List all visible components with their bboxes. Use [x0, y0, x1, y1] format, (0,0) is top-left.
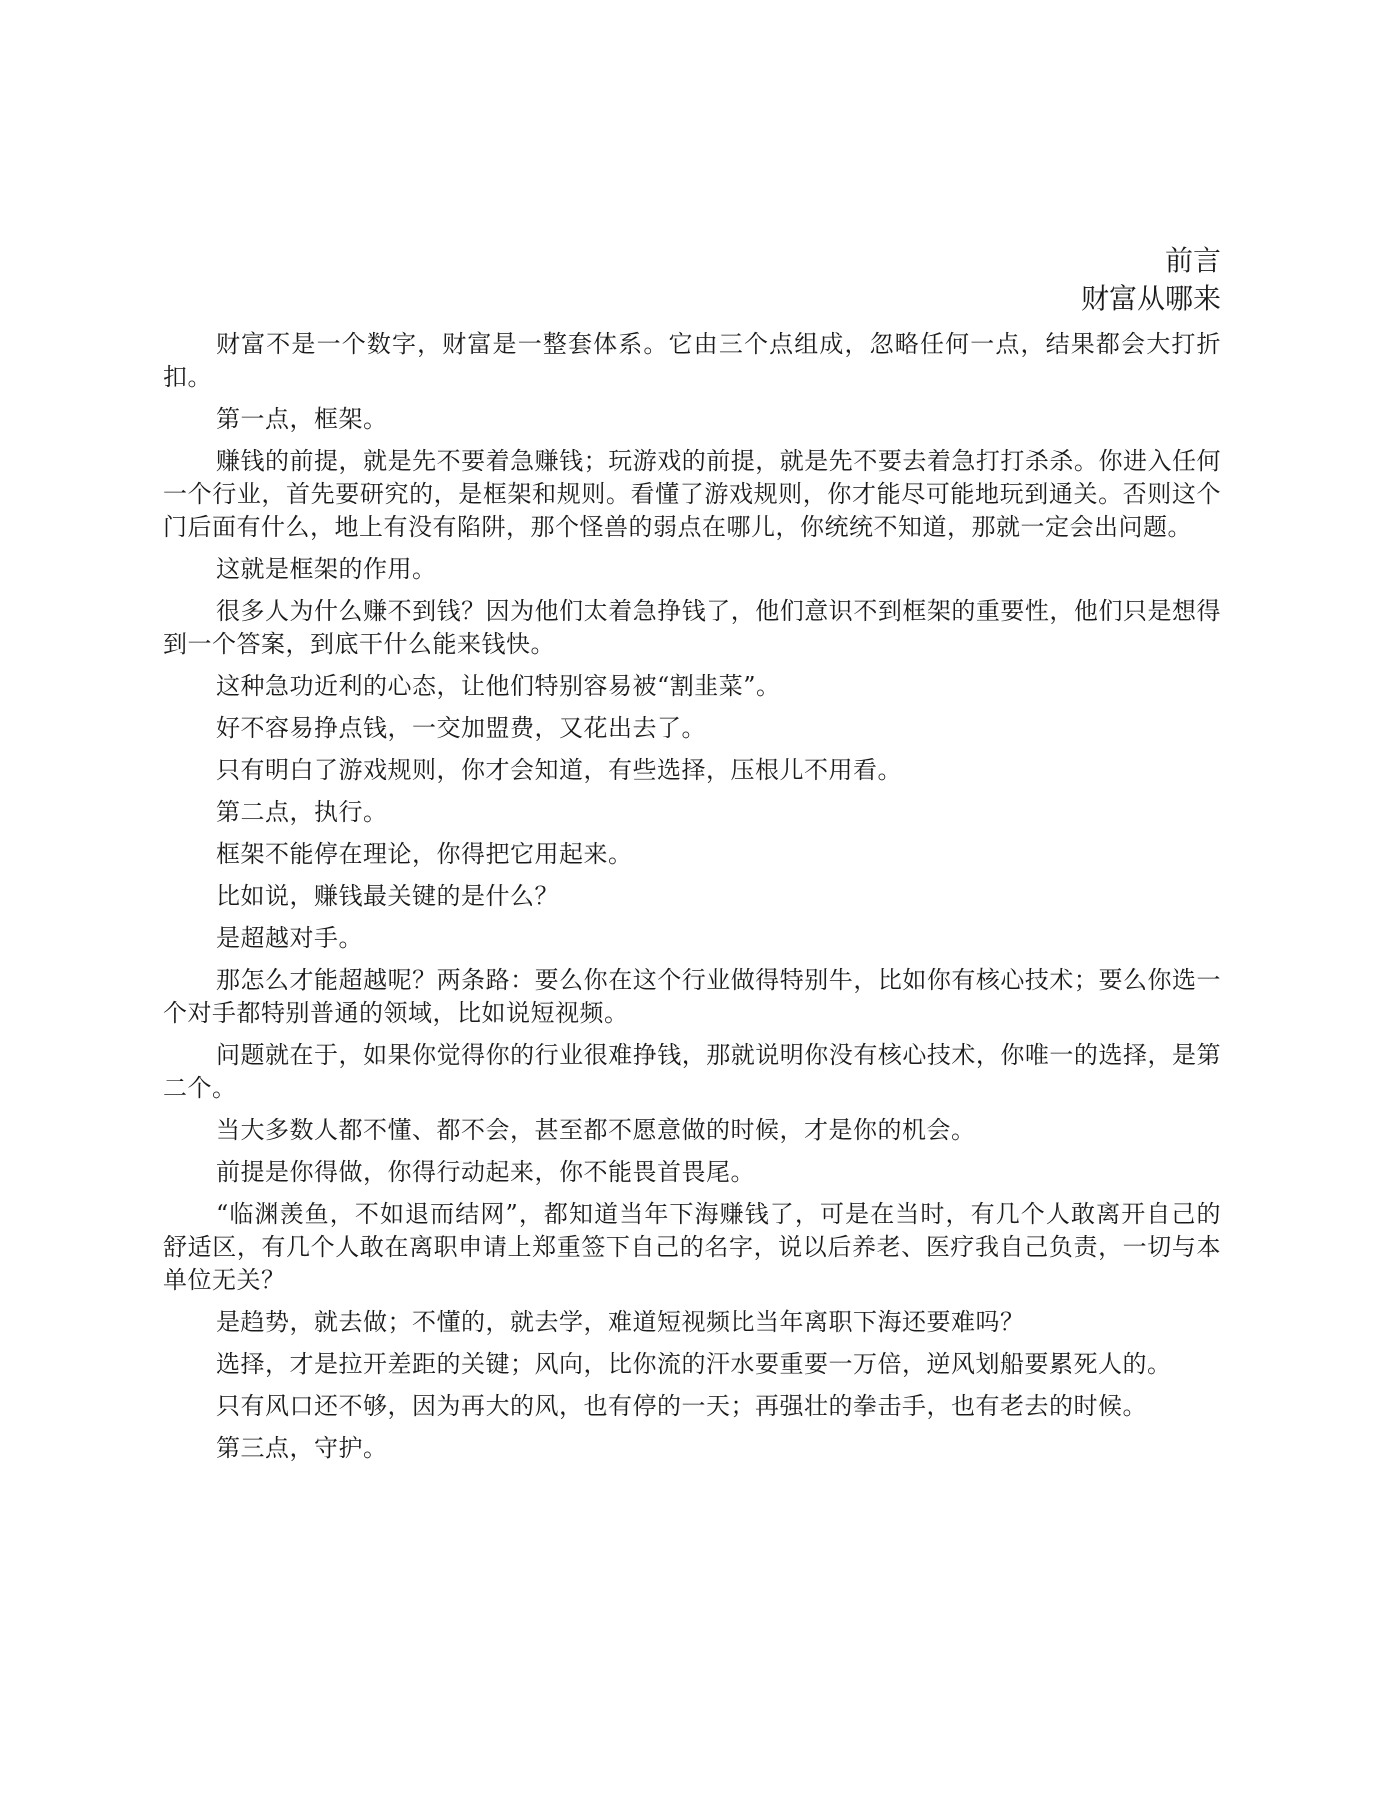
paragraph: 第二点，执行。: [216, 798, 388, 826]
paragraph: 赚钱的前提，就是先不要着急赚钱；玩游戏的前提，就是先不要去着急打打杀杀。你进入任何一个行业，首先要研究的，是框架和规则。看懂了游戏规则，你才能尽可能地玩到通关。否则这个门后面有什么，地上有没有陷阱，那个怪兽的弱点在哪儿，你统统不知道，那就一定会出问题。: [163, 447, 1221, 541]
body-text: [163, 328, 1221, 1465]
paragraph: 这种急功近利的心态，让他们特别容易被“割韭菜”。: [216, 672, 781, 700]
paragraph: 好不容易挣点钱，一交加盟费，又花出去了。: [216, 714, 706, 742]
paragraph: 选择，才是拉开差距的关键；风向，比你流的汗水要重要一万倍，逆风划船要累死人的。: [216, 1350, 1172, 1378]
paragraph: 财富不是一个数字，财富是一整套体系。它由三个点组成，忽略任何一点，结果都会大打折扣。: [163, 330, 1221, 391]
paragraph: 比如说，赚钱最关键的是什么？: [216, 882, 559, 910]
paragraph: 前提是你得做，你得行动起来，你不能畏首畏尾。: [216, 1158, 755, 1186]
paragraph: 框架不能停在理论，你得把它用起来。: [216, 840, 633, 868]
paragraph: 很多人为什么赚不到钱？因为他们太着急挣钱了，他们意识不到框架的重要性，他们只是想得到一个答案，到底干什么能来钱快。: [163, 597, 1221, 658]
paragraph: 第三点，守护。: [216, 1434, 388, 1462]
paragraph: 这就是框架的作用。: [216, 555, 437, 583]
paragraph: 只有风口还不够，因为再大的风，也有停的一天；再强壮的拳击手，也有老去的时候。: [216, 1392, 1147, 1420]
chapter-title: 前言: [1164, 244, 1221, 277]
paragraph: 是超越对手。: [216, 924, 363, 952]
paragraph: 只有明白了游戏规则，你才会知道，有些选择，压根儿不用看。: [216, 756, 902, 784]
paragraph: 第一点，框架。: [216, 405, 388, 433]
paragraph: 问题就在于，如果你觉得你的行业很难挣钱，那就说明你没有核心技术，你唯一的选择，是第二个。: [163, 1041, 1221, 1102]
chapter-subtitle: 财富从哪来: [1080, 282, 1221, 315]
paragraph: “临渊羡鱼，不如退而结网”，都知道当年下海赚钱了，可是在当时，有几个人敢离开自己的舒适区，有几个人敢在离职申请上郑重签下自己的名字，说以后养老、医疗我自己负责，一切与本单位无关？: [163, 1200, 1221, 1294]
paragraph: 那怎么才能超越呢？两条路：要么你在这个行业做得特别牛，比如你有核心技术；要么你选一个对手都特别普通的领域，比如说短视频。: [163, 966, 1221, 1027]
document-page: [163, 242, 1221, 1474]
paragraph: 是趋势，就去做；不懂的，就去学，难道短视频比当年离职下海还要难吗？: [216, 1308, 1025, 1336]
paragraph: 当大多数人都不懂、都不会，甚至都不愿意做的时候，才是你的机会。: [216, 1116, 976, 1144]
